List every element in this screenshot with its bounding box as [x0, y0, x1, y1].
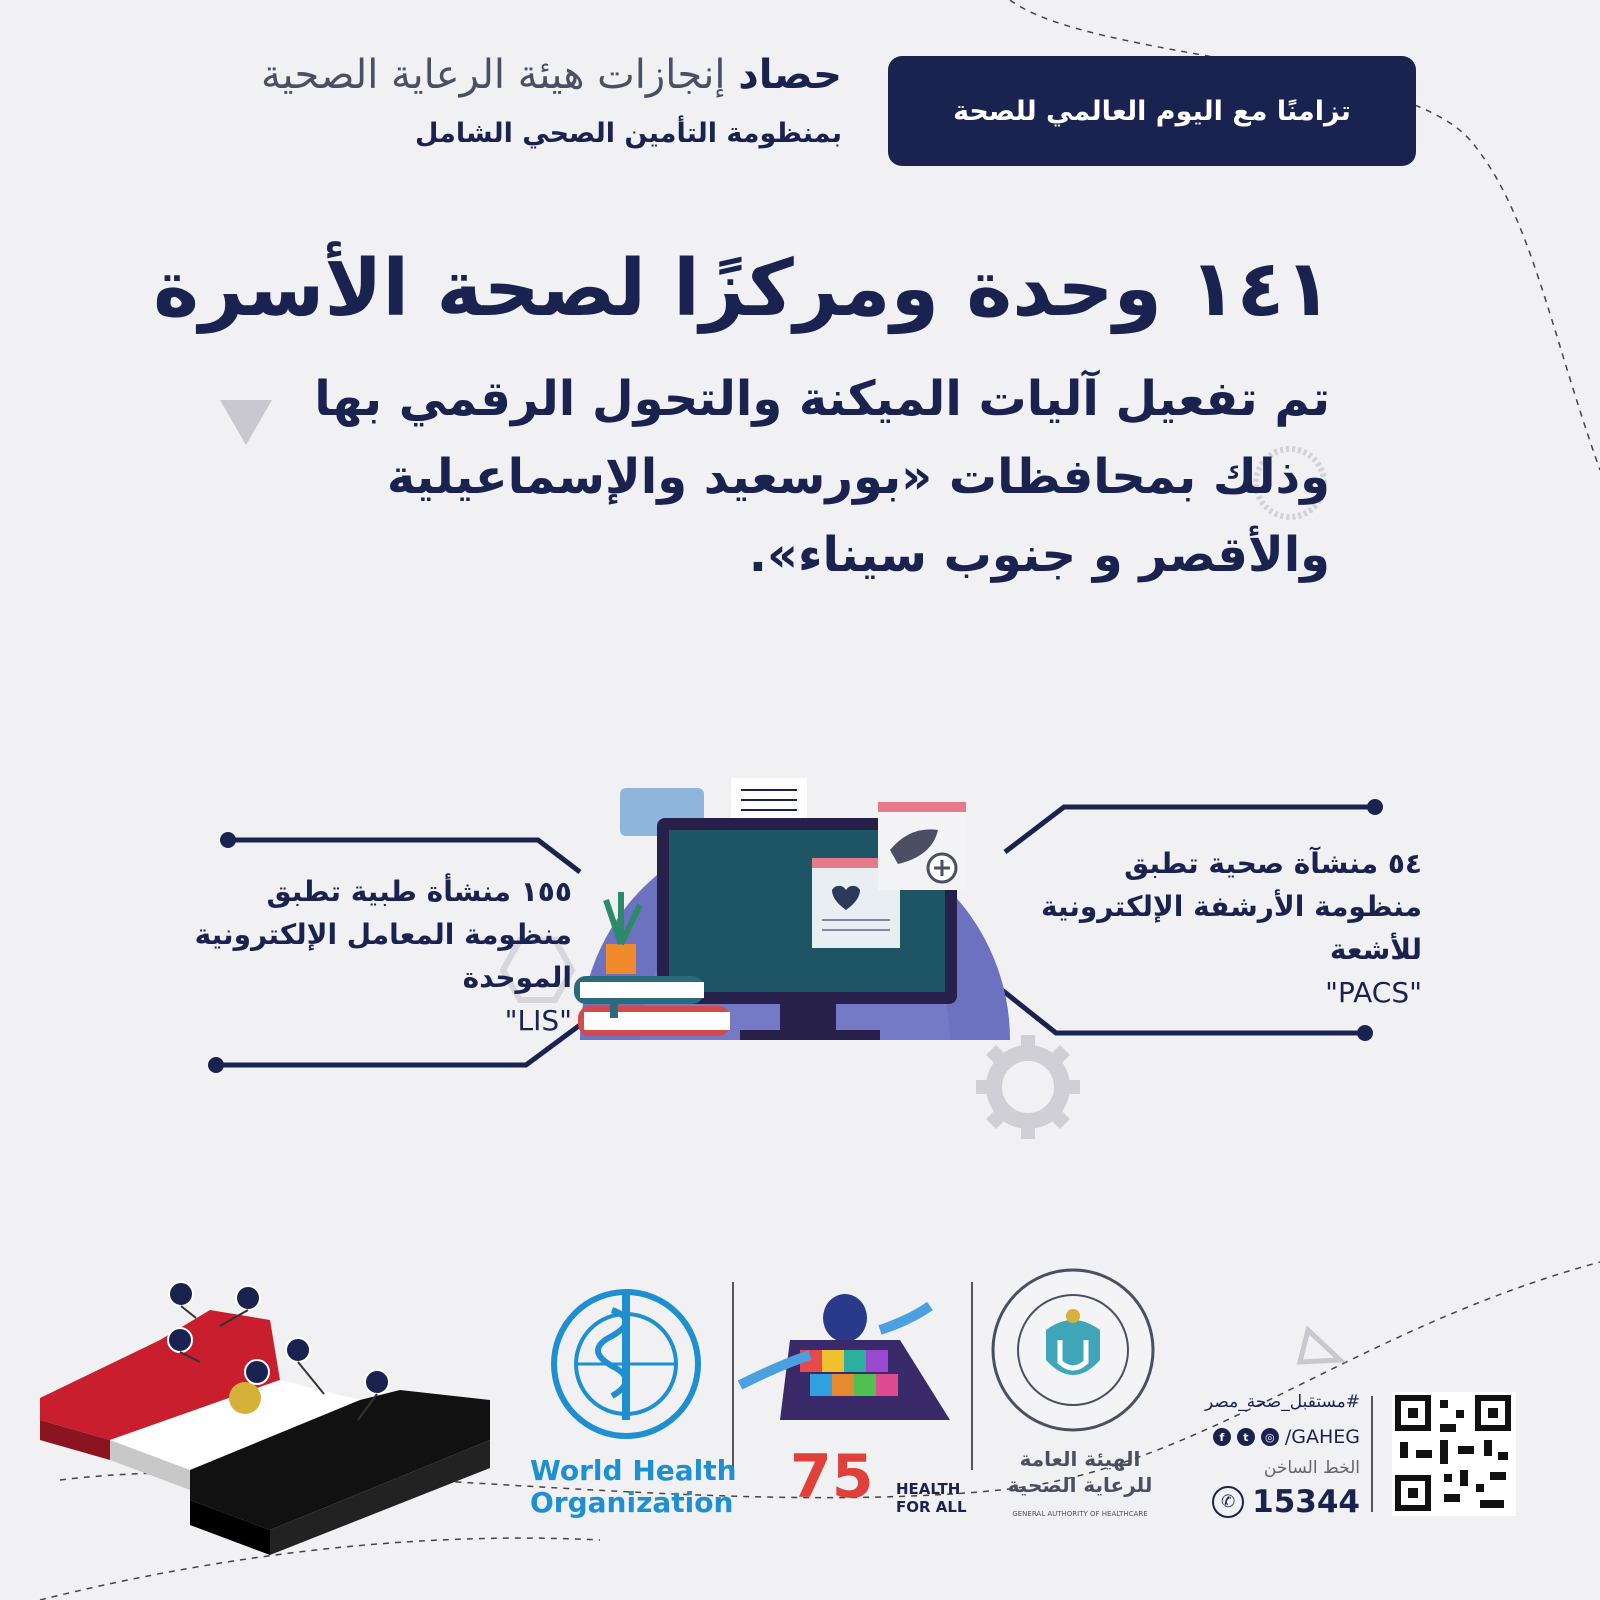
authority-line-2: للرعاية الصحية — [1007, 1473, 1153, 1497]
stat-pacs-line-1: ٥٤ منشآة صحية تطبق — [1124, 847, 1422, 880]
authority-seal-icon — [993, 1270, 1153, 1430]
who-emblem-icon — [554, 1290, 698, 1436]
social-handle — [1213, 1426, 1360, 1448]
who-wordmark — [530, 1455, 737, 1519]
headline: ١٤١ وحدة ومركزًا لصحة الأسرة — [153, 244, 1332, 334]
stat-lis-tag: "LIS" — [504, 1004, 572, 1037]
who-line-2: Organization — [530, 1486, 734, 1519]
authority-name-ar — [996, 1446, 1164, 1498]
phone-number: 15344 — [1252, 1484, 1360, 1520]
authority-line-1: الهيئة العامة — [1019, 1447, 1141, 1471]
health-for-all-figure-icon — [740, 1294, 950, 1420]
hashtag: #مستقبل_صحة_مصر — [1204, 1392, 1360, 1412]
hfa-line-2: FOR ALL — [896, 1498, 967, 1516]
facebook-icon[interactable]: f — [1213, 1428, 1231, 1446]
body-line-3: والأقصر و جنوب سيناء». — [748, 527, 1330, 583]
phone-icon: ✆ — [1212, 1486, 1244, 1518]
health-for-all-text — [896, 1480, 967, 1516]
hotline-number — [1212, 1484, 1360, 1520]
social-handle-text: /GAHEG — [1284, 1426, 1360, 1448]
stat-lis-line-2: منظومة المعامل الإلكترونية — [194, 918, 572, 951]
badge-text: تزامنًا مع اليوم العالمي للصحة — [953, 95, 1351, 127]
header-title-bold: حصاد — [738, 52, 842, 98]
authority-name-en: GENERAL AUTHORITY OF HEALTHCARE — [1012, 1510, 1148, 1518]
hotline-label: الخط الساخن — [1263, 1458, 1360, 1478]
header-subtitle: بمنظومة التأمين الصحي الشامل — [415, 118, 842, 149]
who-line-1: World Health — [530, 1454, 737, 1487]
qr-code-icon — [1392, 1392, 1516, 1516]
header-title-rest: إنجازات هيئة الرعاية الصحية — [260, 52, 726, 98]
twitter-icon[interactable]: t — [1237, 1428, 1255, 1446]
hfa-line-1: HEALTH — [896, 1480, 961, 1498]
body-line-1: تم تفعيل آليات الميكنة والتحول الرقمي بها — [314, 371, 1330, 427]
stat-lis-line-1: ١٥٥ منشأة طبية تطبق — [266, 875, 572, 908]
instagram-icon[interactable]: ◎ — [1261, 1428, 1279, 1446]
body-line-2: وذلك بمحافظات «بورسعيد والإسماعيلية — [386, 449, 1330, 505]
stat-pacs-line-2: منظومة الأرشفة الإلكترونية — [1040, 890, 1422, 923]
stat-lis-line-3: الموحدة — [462, 961, 572, 994]
anniversary-number: 75 — [790, 1442, 874, 1512]
stat-pacs-line-3: للأشعة — [1329, 933, 1422, 966]
stat-pacs-tag: "PACS" — [1325, 976, 1422, 1009]
